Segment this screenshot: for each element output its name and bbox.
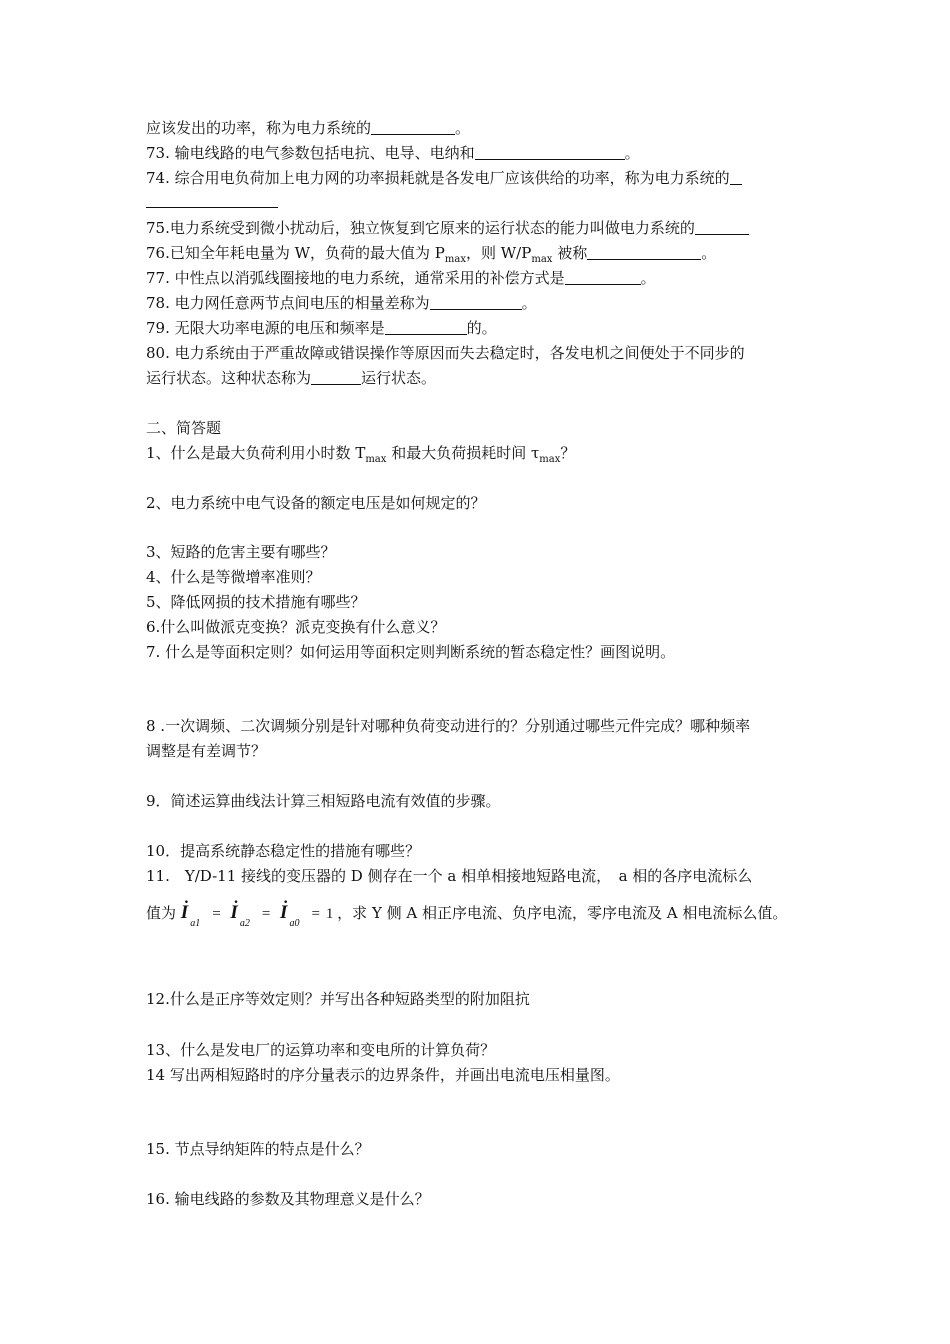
text: 1、什么是最大负荷利用小时数 T	[146, 444, 366, 462]
subscript: max	[444, 254, 466, 265]
short-answer-15: 15. 节点导纳矩阵的特点是什么？	[146, 1140, 370, 1158]
text: 76.已知全年耗电量为 W，负荷的最大值为 P	[146, 244, 445, 262]
short-answer-11-cont	[146, 900, 787, 929]
answer-blank	[695, 218, 749, 235]
text: 。	[521, 294, 537, 312]
formula	[180, 902, 337, 929]
short-answer-10: 10．提高系统静态稳定性的措施有哪些？	[146, 842, 421, 860]
text: ，则 W/P	[466, 244, 532, 262]
text: 。	[640, 269, 656, 287]
text: 。	[455, 119, 471, 137]
short-answer-11: 11. Y/D-11 接线的变压器的 D 侧存在一个 a 相单相接地短路电流， a 相的各序电流标么	[146, 867, 753, 885]
answer-blank	[475, 143, 625, 160]
answer-blank	[430, 293, 522, 310]
phasor-symbol: · I	[230, 902, 239, 923]
question-79	[146, 316, 497, 340]
question-76	[146, 241, 716, 265]
text: 78. 电力网任意两节点间电压的相量差称为	[146, 294, 430, 312]
text: 值为	[146, 904, 177, 922]
equals-sign: =	[311, 906, 320, 922]
text: 75.电力系统受到微小扰动后，独立恢复到它原来的运行状态的能力叫做电力系统的	[146, 219, 695, 237]
text: 和最大负荷损耗时间 τ	[386, 444, 540, 462]
phasor-symbol: · I	[181, 902, 190, 923]
subscript: max	[531, 254, 553, 265]
short-answer-1	[146, 441, 575, 465]
question-78	[146, 291, 537, 315]
answer-blank	[587, 243, 701, 260]
subscript: a0	[289, 918, 300, 929]
short-answer-4: 4、什么是等微增率准则？	[146, 568, 321, 586]
value: 1	[325, 906, 334, 922]
phasor-symbol: · I	[280, 902, 289, 923]
text: ？	[560, 444, 576, 462]
short-answer-6: 6.什么叫做派克变换？派克变换有什么意义？	[146, 618, 446, 636]
subscript: max	[365, 454, 387, 465]
short-answer-8: 8 .一次调频、二次调频分别是针对哪种负荷变动进行的？分别通过哪些元件完成？哪种频率	[146, 717, 751, 735]
question-73	[146, 141, 640, 165]
text: 运行状态。这种状态称为	[146, 369, 312, 387]
question-74	[146, 166, 742, 190]
question-80	[146, 341, 745, 365]
text: 运行状态。	[361, 369, 437, 387]
short-answer-13: 13、什么是发电厂的运算功率和变电所的计算负荷？	[146, 1041, 496, 1059]
text: ，求 Y 侧 A 相正序电流、负序电流，零序电流及 A 相电流标么值。	[337, 904, 788, 922]
answer-blank	[565, 268, 641, 285]
text: 74. 综合用电负荷加上电力网的功率损耗就是各发电厂应该供给的功率，称为电力系统的	[146, 169, 730, 187]
short-answer-3: 3、短路的危害主要有哪些？	[146, 543, 336, 561]
text: 80. 电力系统由于严重故障或错误操作等原因而失去稳定时，各发电机之间便处于不同步的	[146, 344, 745, 362]
answer-blank	[371, 118, 455, 135]
short-answer-8-cont: 调整是有差调节？	[146, 742, 267, 760]
text: 被称	[552, 244, 588, 262]
short-answer-5: 5、降低网损的技术措施有哪些？	[146, 593, 366, 611]
answer-blank	[311, 368, 361, 385]
subscript: a1	[190, 918, 201, 929]
question-77	[146, 266, 656, 290]
text: 73. 输电线路的电气参数包括电抗、电导、电纳和	[146, 144, 475, 162]
question-80-cont	[146, 366, 436, 390]
short-answer-9: 9．简述运算曲线法计算三相短路电流有效值的步骤。	[146, 792, 501, 810]
subscript: a2	[239, 918, 250, 929]
subscript: max	[539, 454, 561, 465]
short-answer-12: 12.什么是正序等效定则？并写出各种短路类型的附加阻抗	[146, 990, 530, 1008]
question-75	[146, 216, 749, 240]
text: 。	[701, 244, 717, 262]
equals-sign: =	[212, 906, 221, 922]
question-74-blank-cont	[146, 189, 278, 213]
text: 77. 中性点以消弧线圈接地的电力系统，通常采用的补偿方式是	[146, 269, 565, 287]
text: 79. 无限大功率电源的电压和频率是	[146, 319, 385, 337]
answer-blank	[730, 168, 742, 185]
short-answer-7: 7. 什么是等面积定则？如何运用等面积定则判断系统的暂态稳定性？画图说明。	[146, 643, 676, 661]
text: 。	[624, 144, 640, 162]
answer-blank	[385, 318, 467, 335]
answer-blank	[146, 191, 278, 208]
text: 应该发出的功率，称为电力系统的	[146, 119, 372, 137]
section-title: 二、简答题	[146, 419, 222, 437]
short-answer-14: 14 写出两相短路时的序分量表示的边界条件，并画出电流电压相量图。	[146, 1066, 620, 1084]
text: 的。	[466, 319, 497, 337]
fill-blank-line-72-cont	[146, 116, 470, 140]
short-answer-16: 16. 输电线路的参数及其物理意义是什么？	[146, 1190, 430, 1208]
equals-sign: =	[261, 906, 271, 922]
short-answer-2: 2、电力系统中电气设备的额定电压是如何规定的？	[146, 494, 486, 512]
